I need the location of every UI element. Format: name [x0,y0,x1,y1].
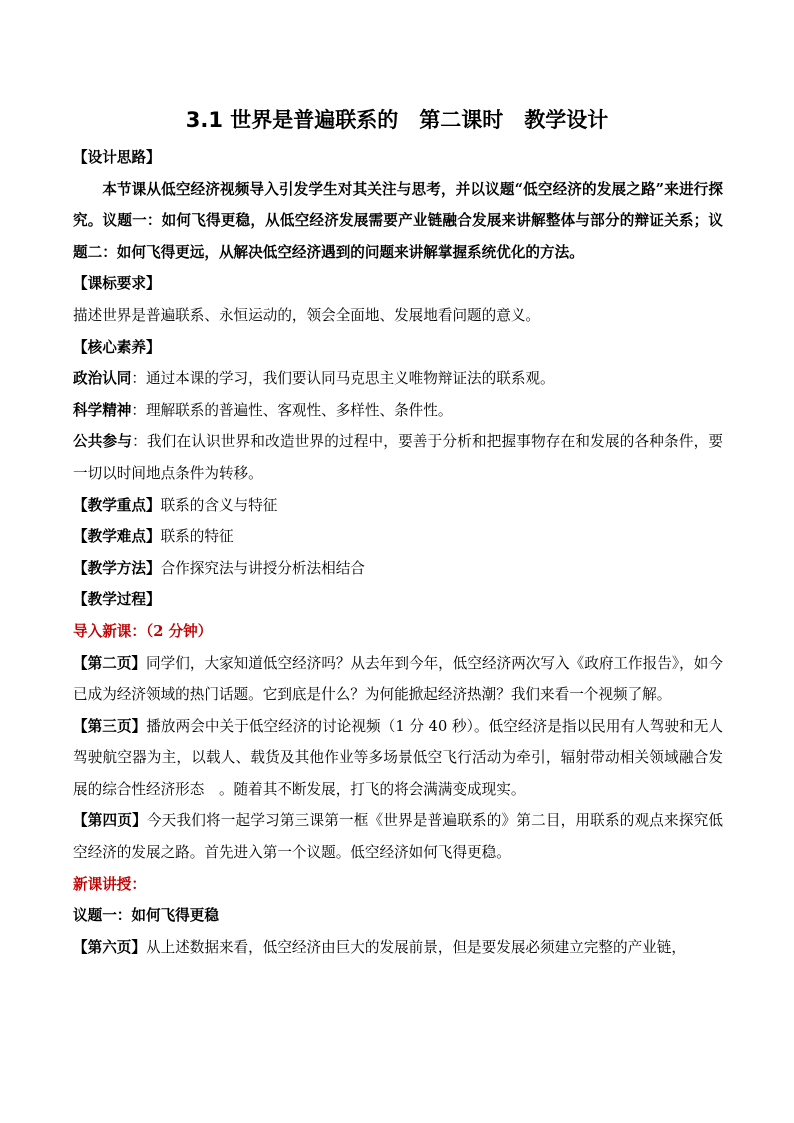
key-point-text: 联系的含义与特征 [160,496,278,514]
intro-heading: 导入新课：（2 分钟） [73,622,213,640]
literacy-text: ：理解联系的普遍性、客观性、多样性、条件性。 [131,401,453,419]
slide-label: 【第三页】 [73,717,147,735]
slide-paragraph [73,805,723,868]
new-lesson-heading: 新课讲授： [73,875,146,893]
slide-paragraph [73,648,723,711]
slide-text: 今天我们将一起学习第三课第一框《世界是普遍联系的》第二目，用联系的观点来探究低空经济的发展之路。首先进入第一个议题。低空经济如何飞得更稳。 [73,812,723,862]
key-point [73,490,723,522]
literacy-label: 公共参与 [73,433,133,451]
key-point-label: 【教学重点】 [73,496,161,514]
literacy-text: ：通过本课的学习，我们要认同马克思主义唯物辩证法的联系观。 [131,370,555,388]
slide-text: 播放两会中关于低空经济的讨论视频（1 分 40 秒）。低空经济是指以民用有人驾驶和无人驾驶航空器为主，以载人、载货及其他作业等多场景低空飞行活动为牵引，辐射带动相关领域融合发展的综合性经济形态 。随着其不断发展，打飞的将会满满变成现实。 [73,717,723,798]
literacy-label: 科学精神 [73,401,132,419]
slide-label: 【第四页】 [73,812,147,830]
slide-label: 【第二页】 [73,654,147,672]
design-text: 本节课从低空经济视频导入引发学生对其关注与思考，并以议题“低空经济的发展之路”来进行探究。议题一：如何飞得更稳，从低空经济发展需要产业链融合发展来讲解整体与部分的辩证关系；议题二：如何飞得更远，从解决低空经济遇到的问题来讲解掌握系统优化的方法。 [73,180,723,261]
difficulty-label: 【教学难点】 [73,528,161,546]
difficulty [73,521,723,553]
method [73,553,723,585]
topic-heading: 议题一：如何飞得更稳 [73,907,219,925]
slide-label: 【第六页】 [73,938,146,956]
literacy-text: ：我们在认识世界和改造世界的过程中，要善于分析和把握事物存在和发展的各种条件，要一切以时间地点条件为转移。 [73,433,723,482]
slide-paragraph [73,932,723,964]
standard-text: 描述世界是普遍联系、永恒运动的，领会全面地、发展地看问题的意义。 [73,306,541,324]
page-title: 3.1 世界是普遍联系的 第二课时 教学设计 [185,108,609,132]
literacy-label: 政治认同 [73,370,132,388]
slide-text: 同学们，大家知道低空经济吗？从去年到今年，低空经济两次写入《政府工作报告》，如今已成为经济领域的热门话题。它到底是什么？为何能掀起经济热潮？我们来看一个视频了解。 [73,654,723,704]
difficulty-text: 联系的特征 [160,528,234,546]
slide-text: 从上述数据来看，低空经济由巨大的发展前景，但是要发展必须建立完整的产业链， [145,938,686,956]
literacy-heading: 【核心素养】 [73,338,161,356]
method-label: 【教学方法】 [73,559,161,577]
document-body [73,142,723,963]
process-heading: 【教学过程】 [73,591,161,609]
literacy-item [73,395,723,427]
design-heading: 【设计思路】 [73,149,161,166]
standard-heading: 【课标要求】 [73,275,161,293]
literacy-item [73,363,723,395]
method-text: 合作探究法与讲授分析法相结合 [160,559,365,577]
literacy-item [73,426,723,489]
slide-paragraph [73,711,723,806]
